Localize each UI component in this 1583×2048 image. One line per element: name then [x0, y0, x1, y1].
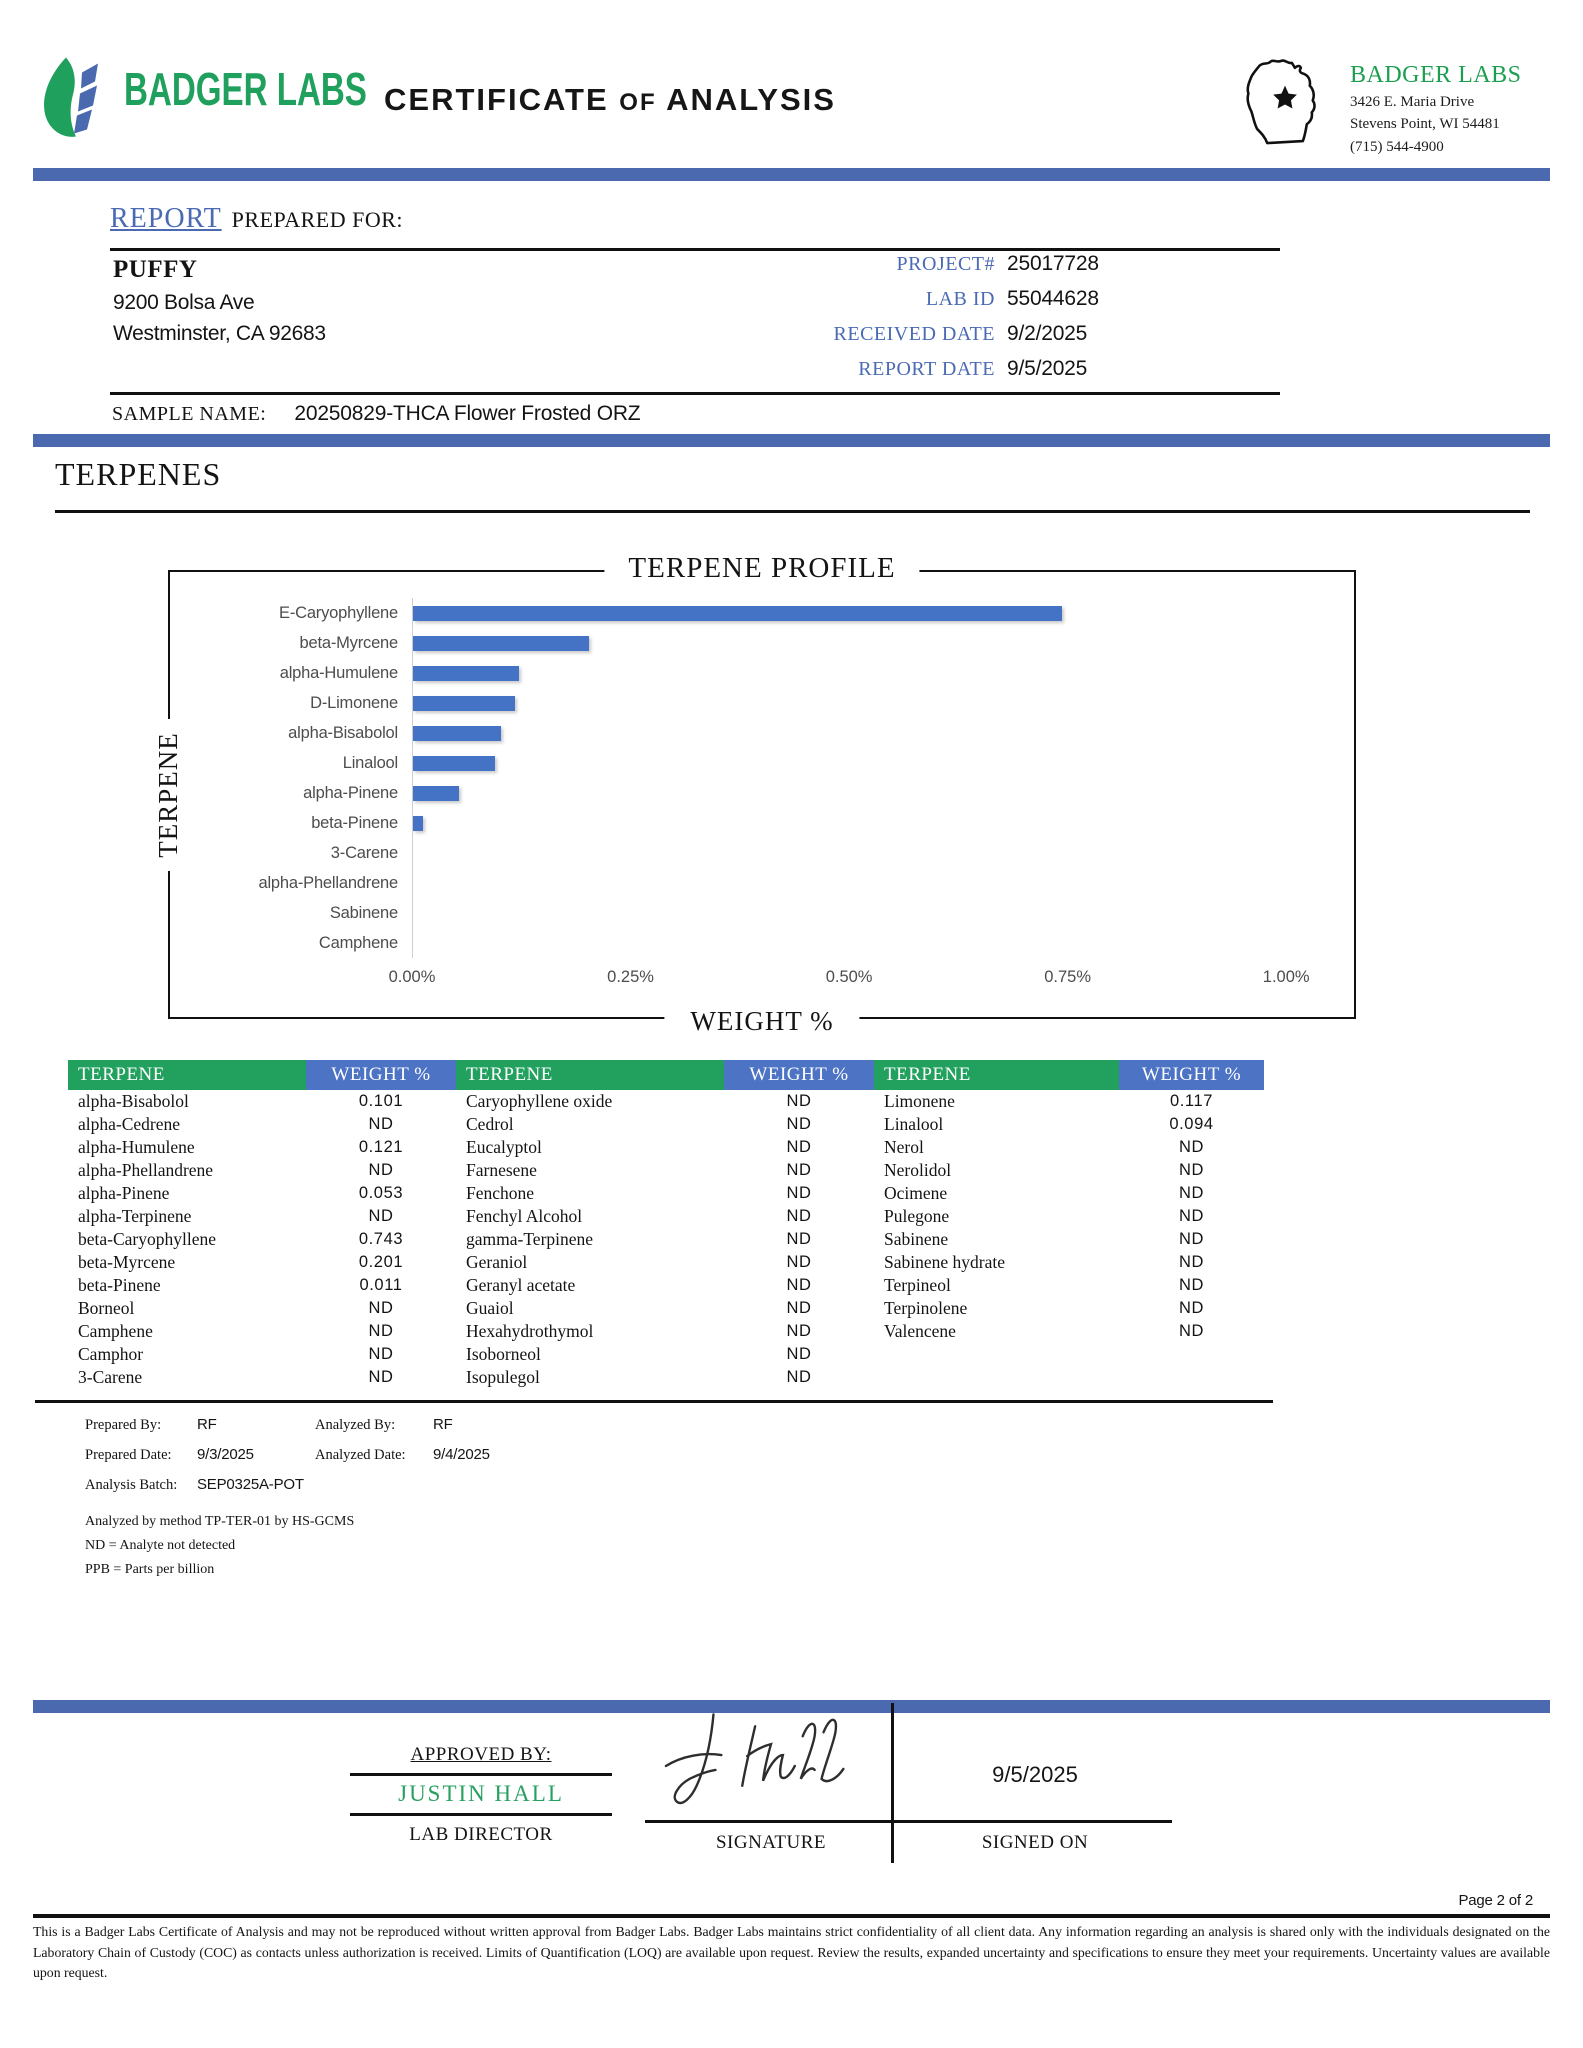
chart-bar-track [412, 688, 1342, 718]
terpene-name-cell: 3-Carene [78, 1367, 143, 1387]
client-address-line2: Westminster, CA 92683 [113, 322, 326, 345]
analyzed-date-label: Analyzed Date: [315, 1447, 406, 1463]
report-label: REPORT [110, 203, 222, 234]
sample-name-label: SAMPLE NAME: [112, 403, 267, 425]
terpene-name-cell: Nerolidol [884, 1160, 952, 1180]
table-row [874, 1274, 1264, 1297]
page-number: Page 2 of 2 [1458, 1892, 1533, 1909]
table-column-group-1 [68, 1060, 456, 1389]
lab-phone: (715) 544-4900 [1350, 138, 1444, 155]
terpene-weight-cell: 0.053 [358, 1184, 404, 1202]
chart-bar [413, 606, 1062, 621]
table-row [456, 1297, 874, 1320]
table-header-row [68, 1060, 456, 1090]
chart-category-label: beta-Pinene [311, 813, 398, 832]
report-date-value: 9/5/2025 [1007, 357, 1088, 380]
terpene-weight-cell: ND [786, 1368, 812, 1386]
terpene-name-cell: alpha-Terpinene [78, 1206, 192, 1226]
chart-category-label: D-Limonene [310, 693, 398, 712]
signed-on-label: SIGNED ON [981, 1832, 1089, 1853]
terpene-name-cell: Farnesene [466, 1160, 537, 1180]
terpene-weight-cell: ND [368, 1368, 394, 1386]
table-header-weight: WEIGHT % [306, 1060, 456, 1090]
table-header-terpene: TERPENE [874, 1060, 1119, 1090]
chart-bar [413, 666, 519, 681]
received-date-value: 9/2/2025 [1007, 322, 1088, 345]
chart-x-tick: 1.00% [1262, 968, 1310, 986]
labid-label: LAB ID [925, 288, 995, 310]
client-address-line1: 9200 Bolsa Ave [113, 291, 255, 314]
table-row [456, 1090, 874, 1113]
terpene-weight-cell: 0.011 [359, 1276, 403, 1294]
disclaimer-text: This is a Badger Labs Certificate of Analysis and may not be reproduced without written approval from Badger Labs. Badger Labs maintains strict confidentiality of all client data. Any information regarding an analysis is shared only with the individuals designated on the Laboratory Chain of Custody (COC) as contacts unless authorization is received. Limits of Quantification (LOQ) are available upon request. Review the results, expanded uncertainty and specifications to ensure they meet your requirements. Uncertainty values are available upon request. [33, 1924, 1550, 1981]
prepared-analyzed-date-row [85, 1446, 551, 1476]
chart-bar-track [412, 658, 1342, 688]
terpene-weight-cell: ND [786, 1230, 812, 1248]
chart-bar-row [180, 928, 1342, 958]
chart-x-ticks [388, 958, 1342, 992]
terpene-name-cell: Borneol [78, 1298, 135, 1318]
table-row [68, 1182, 456, 1205]
terpene-weight-cell: ND [1178, 1184, 1205, 1202]
table-row [456, 1205, 874, 1228]
chart-x-tick: 0.25% [607, 968, 654, 986]
terpenes-section-title: TERPENES [55, 456, 222, 492]
table-row [874, 1228, 1264, 1251]
analysis-batch-row [85, 1476, 551, 1506]
table-row [874, 1205, 1264, 1228]
chart-category-label: Linalool [342, 753, 398, 772]
client-name: PUFFY [113, 256, 198, 283]
approved-by-block [350, 1744, 612, 1846]
chart-category-label: alpha-Humulene [279, 663, 398, 682]
terpene-weight-cell: ND [786, 1092, 812, 1110]
terpene-results-table [68, 1060, 1264, 1389]
chart-category-label: Camphene [318, 933, 398, 952]
analysis-meta [85, 1416, 551, 1581]
title-word-of: OF [619, 89, 657, 116]
terpene-weight-cell: ND [1178, 1230, 1205, 1248]
terpene-name-cell: Terpinolene [884, 1298, 968, 1318]
signature [652, 1706, 890, 1816]
analyzed-by-label: Analyzed By: [315, 1417, 396, 1433]
table-row [874, 1113, 1264, 1136]
terpene-name-cell: Fenchone [466, 1183, 535, 1203]
table-body-1 [68, 1090, 456, 1389]
terpene-name-cell: alpha-Cedrene [78, 1114, 181, 1134]
field-row-project [700, 252, 1280, 287]
sample-name-value: 20250829-THCA Flower Frosted ORZ [294, 402, 641, 425]
terpene-weight-cell: ND [786, 1161, 812, 1179]
lab-address-block [1350, 62, 1522, 158]
prepared-by-label: Prepared By: [85, 1417, 162, 1433]
terpene-profile-chart [153, 552, 1356, 1036]
terpene-name-cell: Ocimene [884, 1183, 948, 1203]
terpene-weight-cell: ND [1178, 1138, 1205, 1156]
terpene-weight-cell: 0.101 [358, 1092, 404, 1110]
terpene-weight-cell: ND [368, 1345, 394, 1363]
report-fields [700, 252, 1280, 392]
terpene-weight-cell: ND [1178, 1299, 1205, 1317]
terpene-name-cell: Linalool [884, 1114, 944, 1134]
terpene-name-cell: alpha-Humulene [78, 1137, 195, 1157]
chart-bar-track [412, 838, 1342, 868]
chart-rows [180, 598, 1342, 958]
lab-name: BADGER LABS [1350, 62, 1522, 88]
terpene-name-cell: Limonene [884, 1091, 955, 1111]
chart-bar-track [412, 748, 1342, 778]
terpene-name-cell: Isopulegol [466, 1367, 540, 1387]
terpene-weight-cell: ND [368, 1299, 394, 1317]
terpene-name-cell: Nerol [884, 1137, 924, 1157]
terpene-name-cell: Sabinene [884, 1229, 949, 1249]
title-word-analysis: ANALYSIS [666, 82, 836, 117]
table-row [456, 1343, 874, 1366]
labid-value: 55044628 [1007, 287, 1099, 310]
signature-divider [891, 1703, 894, 1863]
approved-by-rule-top [350, 1773, 612, 1776]
terpene-name-cell: Isoborneol [466, 1344, 541, 1364]
table-row [874, 1320, 1264, 1343]
report-date-label: REPORT DATE [858, 358, 995, 380]
analyzed-by-value: RF [433, 1416, 453, 1433]
terpene-weight-cell: ND [786, 1299, 812, 1317]
table-row [68, 1090, 456, 1113]
chart-bar-row [180, 658, 1342, 688]
field-row-labid [700, 287, 1280, 322]
terpene-weight-cell: ND [786, 1276, 812, 1294]
chart-bar-track [412, 628, 1342, 658]
terpene-weight-cell: ND [786, 1138, 812, 1156]
chart-bar [413, 816, 423, 831]
chart-x-tick: 0.50% [825, 968, 873, 986]
table-header-row [456, 1060, 874, 1090]
terpene-name-cell: Caryophyllene oxide [466, 1091, 613, 1111]
terpene-name-cell: Eucalyptol [466, 1137, 542, 1157]
table-row [68, 1205, 456, 1228]
chart-bar-track [412, 868, 1342, 898]
terpene-weight-cell: 0.201 [358, 1253, 404, 1271]
chart-bar-row [180, 778, 1342, 808]
terpene-weight-cell: ND [1178, 1161, 1205, 1179]
terpene-name-cell: Hexahydrothymol [466, 1321, 594, 1341]
chart-y-axis-label: TERPENE [151, 719, 185, 871]
field-row-received-date [700, 322, 1280, 357]
chart-bar [413, 786, 459, 801]
lab-address-line2: Stevens Point, WI 54481 [1350, 116, 1500, 133]
table-header-weight: WEIGHT % [724, 1060, 874, 1090]
terpene-weight-cell: ND [368, 1207, 394, 1225]
analyzed-date-value: 9/4/2025 [433, 1446, 490, 1463]
terpene-name-cell: beta-Myrcene [78, 1252, 176, 1272]
chart-category-label: alpha-Phellandrene [258, 873, 398, 892]
terpene-weight-cell: ND [786, 1207, 812, 1225]
terpene-name-cell: Geraniol [466, 1252, 528, 1272]
terpene-weight-cell: ND [1178, 1322, 1205, 1340]
chart-category-label: alpha-Bisabolol [288, 723, 398, 742]
analysis-batch-value: SEP0325A-POT [197, 1476, 304, 1493]
terpene-weight-cell: 0.094 [1169, 1115, 1214, 1133]
chart-bar-track [412, 778, 1342, 808]
chart-bar-row [180, 718, 1342, 748]
table-row [68, 1136, 456, 1159]
terpene-weight-cell: ND [368, 1322, 394, 1340]
table-row [68, 1113, 456, 1136]
table-row [68, 1297, 456, 1320]
received-date-label: RECEIVED DATE [833, 323, 995, 345]
table-row [68, 1366, 456, 1389]
table-row [874, 1182, 1264, 1205]
chart-bar-row [180, 688, 1342, 718]
terpene-weight-cell: ND [786, 1322, 812, 1340]
table-row [456, 1136, 874, 1159]
terpene-name-cell: Camphene [78, 1321, 153, 1341]
chart-plot-area [180, 598, 1342, 992]
table-row [456, 1274, 874, 1297]
table-row [456, 1182, 874, 1205]
table-row [874, 1159, 1264, 1182]
sample-name-row [112, 402, 640, 426]
chart-category-label: 3-Carene [330, 843, 398, 862]
terpene-weight-cell: 0.121 [358, 1138, 404, 1156]
signed-on-date: 9/5/2025 [992, 1762, 1078, 1787]
ppb-note: PPB = Parts per billion [85, 1561, 215, 1577]
table-body-2 [456, 1090, 874, 1389]
chart-category-label: Sabinene [329, 903, 398, 922]
terpene-name-cell: alpha-Phellandrene [78, 1160, 214, 1180]
terpene-weight-cell: 0.743 [358, 1230, 404, 1248]
analysis-batch-label: Analysis Batch: [85, 1477, 178, 1493]
approver-title: LAB DIRECTOR [409, 1824, 553, 1845]
chart-bar-row [180, 598, 1342, 628]
chart-bar [413, 636, 589, 651]
table-row [68, 1320, 456, 1343]
report-heading-rule [110, 248, 1280, 251]
analysis-notes [85, 1510, 551, 1581]
terpene-name-cell: Camphor [78, 1344, 144, 1364]
wisconsin-map-icon [1236, 56, 1338, 150]
terpene-weight-cell: ND [786, 1184, 812, 1202]
client-block [113, 256, 326, 346]
terpene-weight-cell: ND [786, 1253, 812, 1271]
table-row [456, 1113, 874, 1136]
prepared-analyzed-by-row [85, 1416, 551, 1446]
table-header-row [874, 1060, 1264, 1090]
table-row [456, 1251, 874, 1274]
terpene-name-cell: Cedrol [466, 1114, 514, 1134]
terpene-weight-cell: ND [786, 1345, 812, 1363]
terpenes-section-rule [55, 510, 1530, 513]
terpene-weight-cell: ND [1178, 1253, 1205, 1271]
chart-bar-row [180, 808, 1342, 838]
page-title [330, 82, 890, 118]
chart-bar-track [412, 898, 1342, 928]
chart-bar-row [180, 868, 1342, 898]
table-row [68, 1343, 456, 1366]
terpene-name-cell: Guaiol [466, 1298, 514, 1318]
table-row [456, 1228, 874, 1251]
terpene-name-cell: Terpineol [884, 1275, 951, 1295]
terpene-name-cell: Fenchyl Alcohol [466, 1206, 583, 1226]
divider-bar-top [33, 168, 1550, 181]
table-row [456, 1320, 874, 1343]
table-header-terpene: TERPENE [68, 1060, 306, 1090]
divider-bar-terpenes [33, 434, 1550, 447]
report-heading [110, 203, 403, 235]
terpene-weight-cell: ND [368, 1115, 394, 1133]
logo-text: BADGER LABS [124, 63, 367, 115]
terpene-name-cell: Pulegone [884, 1206, 950, 1226]
table-row [874, 1136, 1264, 1159]
table-bottom-rule [35, 1400, 1273, 1403]
terpene-name-cell: Sabinene hydrate [884, 1252, 1005, 1272]
terpene-weight-cell: ND [1178, 1207, 1205, 1225]
project-label: PROJECT# [896, 253, 995, 275]
prepared-date-label: Prepared Date: [85, 1447, 172, 1463]
table-row [456, 1366, 874, 1389]
chart-x-axis-label: WEIGHT % [664, 1006, 859, 1037]
footer-rule [33, 1914, 1550, 1918]
chart-title: TERPENE PROFILE [604, 552, 919, 585]
terpene-name-cell: Valencene [884, 1321, 956, 1341]
table-row [456, 1159, 874, 1182]
terpene-name-cell: gamma-Terpinene [466, 1229, 594, 1249]
prepared-date-value: 9/3/2025 [197, 1446, 254, 1463]
approved-by-rule-bottom [350, 1813, 612, 1816]
chart-bar-row [180, 748, 1342, 778]
chart-category-label: alpha-Pinene [303, 783, 398, 802]
prepared-by-value: RF [197, 1416, 217, 1433]
table-header-weight: WEIGHT % [1119, 1060, 1264, 1090]
table-row [68, 1274, 456, 1297]
signature-label: SIGNATURE [715, 1832, 827, 1853]
chart-bar [413, 756, 495, 771]
chart-x-tick: 0.75% [1044, 968, 1092, 986]
chart-category-label: beta-Myrcene [299, 633, 398, 652]
terpene-name-cell: alpha-Bisabolol [78, 1091, 189, 1111]
chart-bar-row [180, 628, 1342, 658]
chart-bar [413, 726, 501, 741]
method-note: Analyzed by method TP-TER-01 by HS-GCMS [85, 1514, 355, 1529]
project-value: 25017728 [1007, 252, 1099, 275]
terpene-name-cell: Geranyl acetate [466, 1275, 576, 1295]
chart-bar-row [180, 838, 1342, 868]
table-row [874, 1251, 1264, 1274]
table-row [874, 1297, 1264, 1320]
chart-bar-track [412, 718, 1342, 748]
terpene-weight-cell: 0.117 [1169, 1092, 1214, 1110]
table-body-3 [874, 1090, 1264, 1343]
chart-bar-row [180, 898, 1342, 928]
approver-name: JUSTIN HALL [398, 1781, 564, 1806]
table-row [68, 1159, 456, 1182]
prepared-for-label: PREPARED FOR: [231, 207, 404, 232]
chart-bar [413, 696, 515, 711]
nd-note: ND = Analyte not detected [85, 1537, 236, 1553]
table-row [68, 1251, 456, 1274]
approved-by-label: APPROVED BY: [410, 1744, 552, 1765]
terpene-name-cell: beta-Pinene [78, 1275, 161, 1295]
chart-bar-track [412, 928, 1342, 958]
field-row-report-date [700, 357, 1280, 392]
chart-x-tick: 0.00% [388, 968, 436, 986]
terpene-weight-cell: ND [1178, 1276, 1205, 1294]
table-column-group-3 [874, 1060, 1264, 1389]
terpene-name-cell: beta-Caryophyllene [78, 1229, 217, 1249]
terpene-weight-cell: ND [368, 1161, 394, 1179]
table-row [874, 1090, 1264, 1113]
chart-bar-track [412, 598, 1342, 628]
signature-rule [645, 1820, 1172, 1823]
chart-category-label: E-Caryophyllene [279, 603, 398, 622]
chart-bar-track [412, 808, 1342, 838]
table-row [68, 1228, 456, 1251]
title-word-certificate: CERTIFICATE [384, 82, 609, 117]
table-header-terpene: TERPENE [456, 1060, 724, 1090]
table-column-group-2 [456, 1060, 874, 1389]
badger-labs-leaf-icon [38, 54, 118, 140]
terpene-name-cell: alpha-Pinene [78, 1183, 170, 1203]
terpene-weight-cell: ND [786, 1115, 812, 1133]
report-bottom-rule [110, 392, 1280, 395]
lab-address-line1: 3426 E. Maria Drive [1350, 93, 1475, 110]
